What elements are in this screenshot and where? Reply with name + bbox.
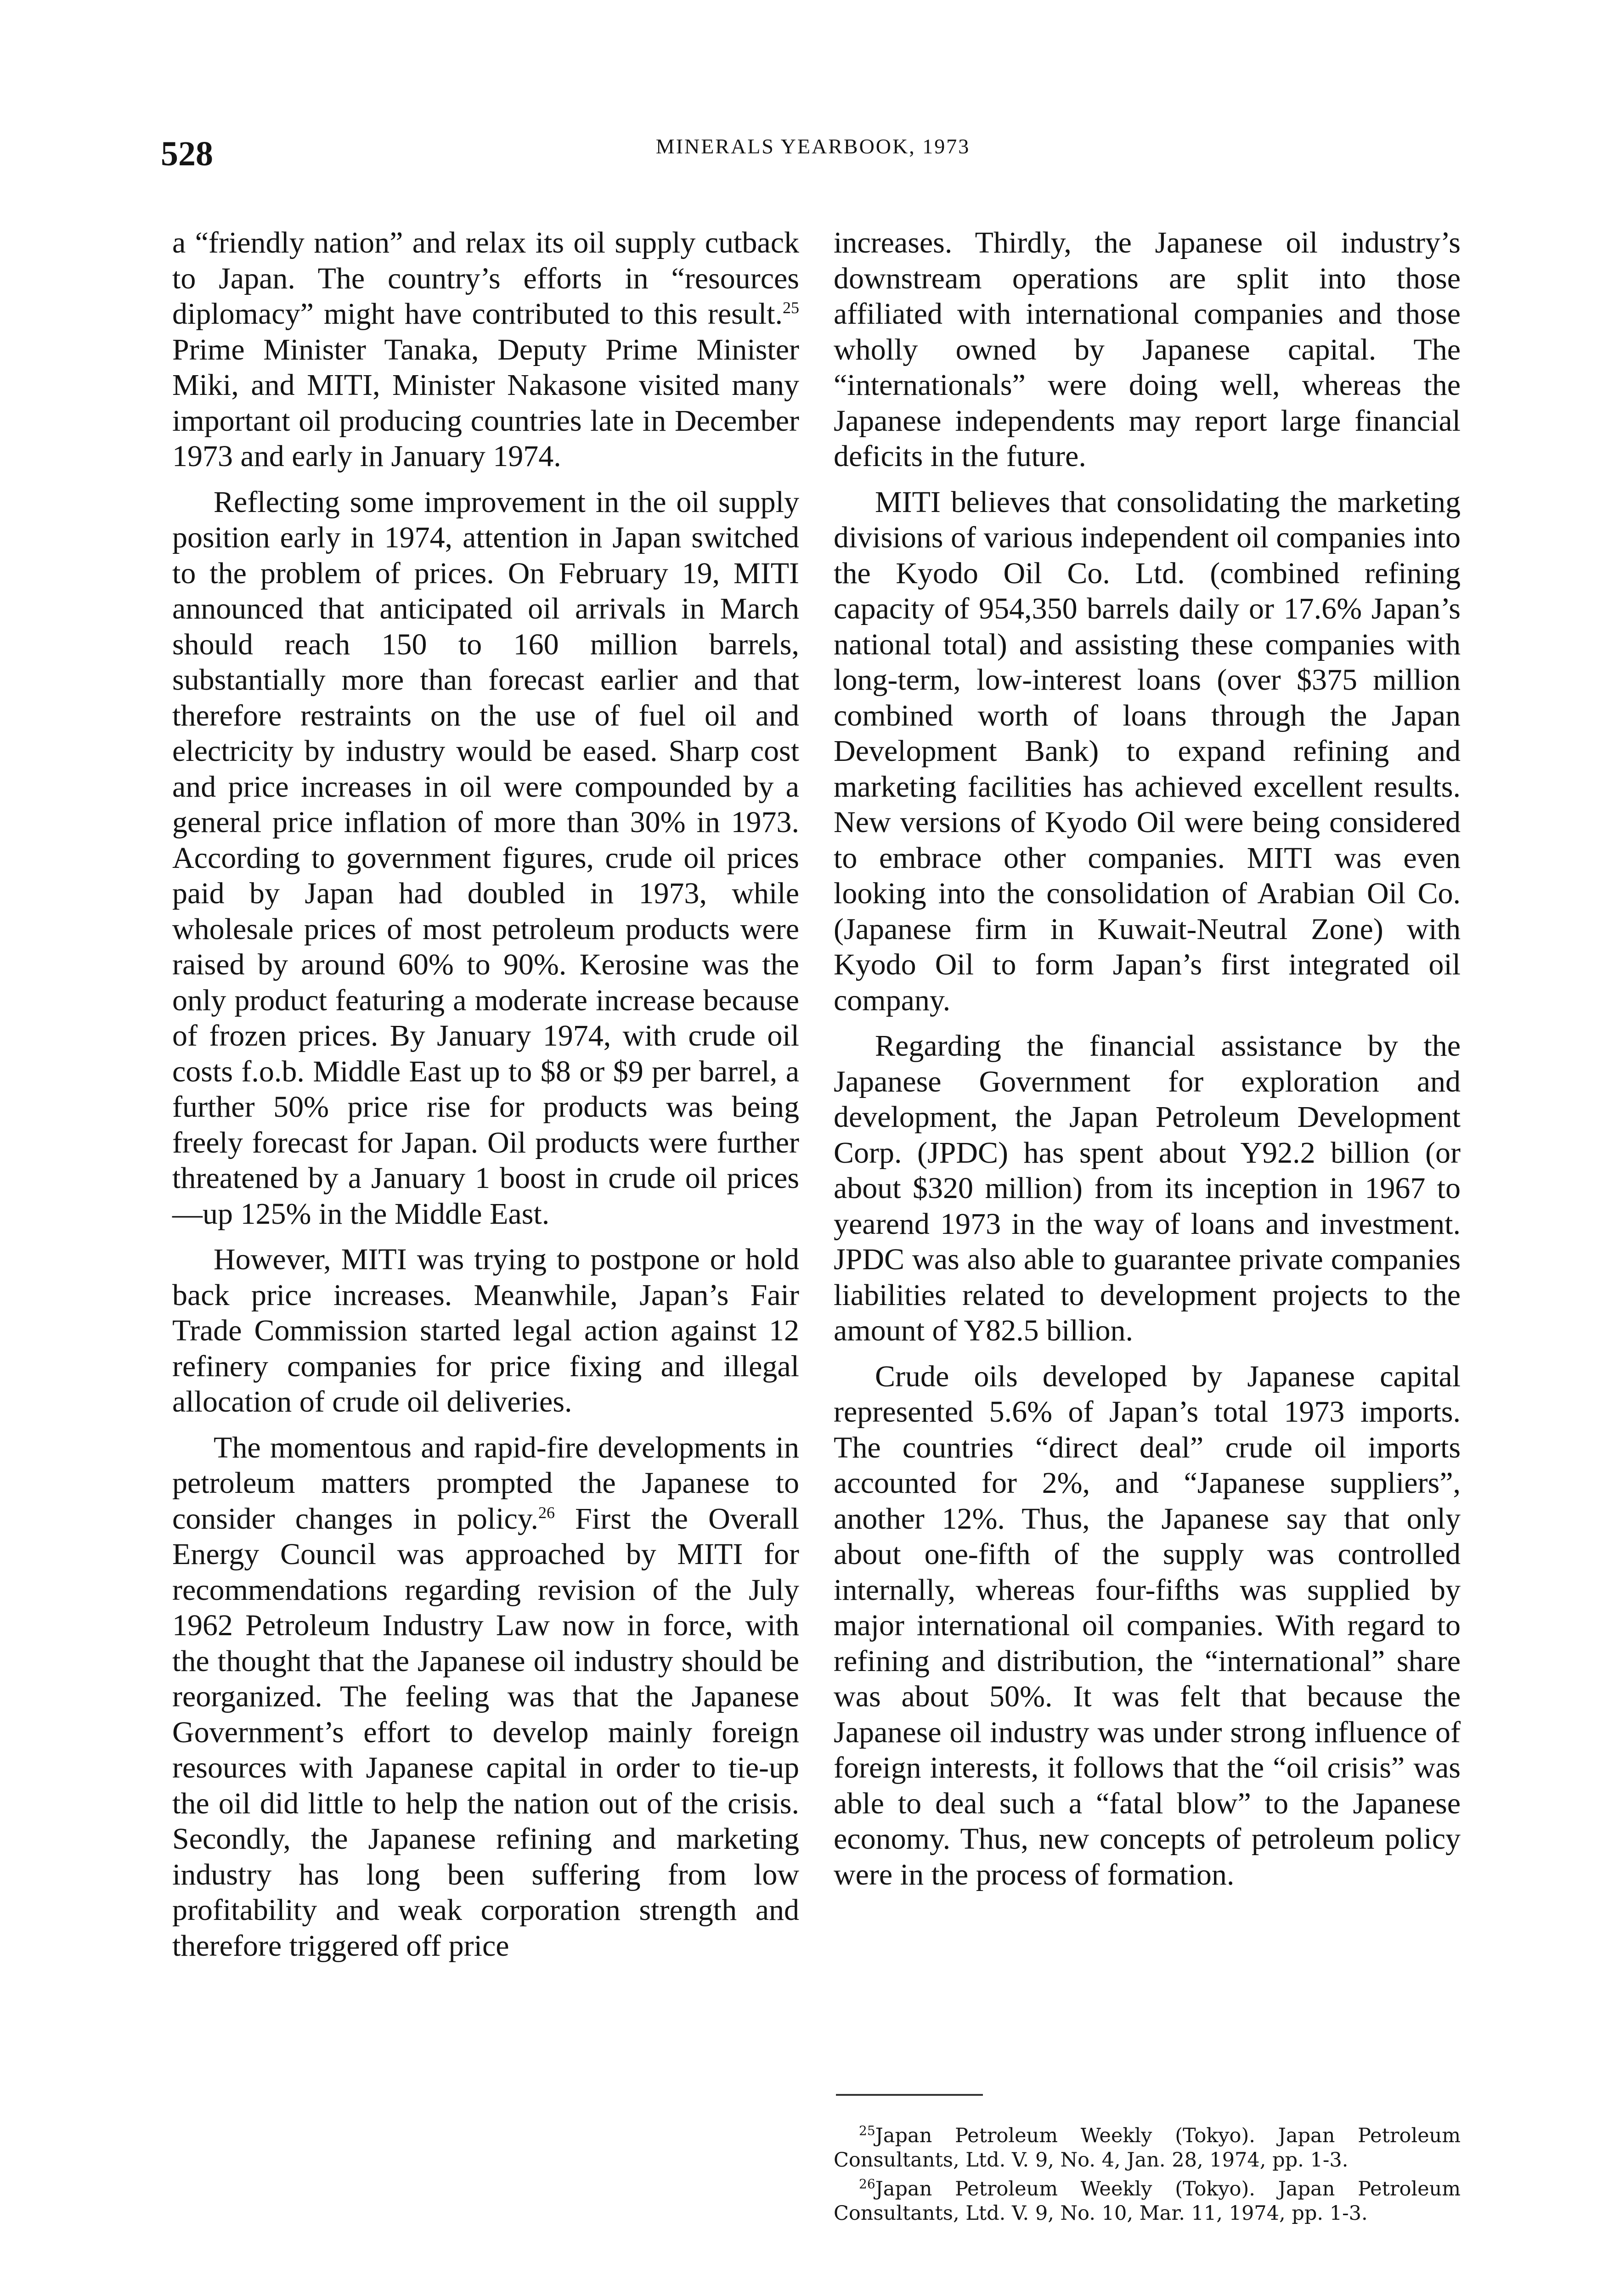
right-paragraph-3: Regarding the financial assistance by the Japanese Government for exploration and development, the Japan Petroleum Development Corp. (JPDC) has spent about Y92.2 billion (or about $320 million) from its inception in 1967 to yearend 1973 in the way of loans and investment. JPDC was also able to guarantee private companies liabilities related to development projects to the amount of Y82.5 billion.	[834, 1029, 1461, 1347]
paragraph-text: The momentous and rapid-fire developments in petroleum matters prompted the Japanese to consider changes in policy.	[172, 1430, 799, 1536]
paragraph-text: First the Overall Energy Council was approached by MITI for recommendations regarding revision of the July 1962 Petroleum Industry Law now in force, with the thought that the Japanese oil industry should be reorganized. The feeling was that the Japanese Government’s effort to develop mainly foreign resources with Japanese capital in order to tie-up the oil did little to help the nation out of the crisis. Secondly, the Japanese refining and marketing industry has long been suffering from low profitability and weak corporation strength and therefore triggered off price	[172, 1502, 799, 1963]
left-paragraph-1	[172, 225, 799, 474]
left-paragraph-3: However, MITI was trying to postpone or hold back price increases. Meanwhile, Japan’s Fair Trade Commission started legal action against 12 refinery companies for price fixing and illegal allocation of crude oil deliveries.	[172, 1243, 799, 1418]
right-paragraph-4: Crude oils developed by Japanese capital represented 5.6% of Japan’s total 1973 imports. The countries “direct deal” crude oil imports accounted for 2%, and “Japanese suppliers”, another 12%. Thus, the Japanese say that only about one-fifth of the supply was controlled internally, whereas four-fifths was supplied by major international oil companies. With regard to refining and distribution, the “international” share was about 50%. It was felt that because the Japanese oil industry was under strong influence of foreign interests, it follows that the “oil crisis” was able to deal such a “fatal blow” to the Japanese economy. Thus, new concepts of petroleum policy were in the process of formation.	[834, 1359, 1461, 1891]
footnote-26	[834, 2177, 1461, 2226]
footnote-text: Japan Petroleum Weekly (Tokyo). Japan Petroleum Consultants, Ltd. V. 9, No. 10, Mar. 11, 1974, pp. 1-3.	[834, 2178, 1461, 2225]
footnote-marker: 26	[859, 2176, 875, 2192]
left-column	[172, 225, 799, 1964]
footnote-25	[834, 2124, 1461, 2172]
footnote-ref-25[interactable]: 25	[783, 298, 799, 317]
left-paragraph-4	[172, 1430, 799, 1964]
footnote-ref-26[interactable]: 26	[538, 1503, 555, 1522]
running-head: MINERALS YEARBOOK, 1973	[655, 135, 971, 158]
footnote-text: Japan Petroleum Weekly (Tokyo). Japan Petroleum Consultants, Ltd. V. 9, No. 4, Jan. 28, 1974, pp. 1-3.	[834, 2124, 1461, 2172]
footnote-marker: 25	[859, 2123, 875, 2138]
paragraph-text: a “friendly nation” and relax its oil supply cutback to Japan. The country’s efforts in “resources diplomacy” might have contributed to this result.	[172, 226, 799, 331]
page-number: 528	[161, 135, 213, 173]
left-paragraph-2: Reflecting some improvement in the oil supply position early in 1974, attention in Japan switched to the problem of prices. On February 19, MITI announced that anticipated oil arrivals in March should reach 150 to 160 million barrels, substantially more than forecast earlier and that therefore restraints on the use of fuel oil and electricity by industry would be eased. Sharp cost and price increases in oil were compounded by a general price inflation of more than 30% in 1973. According to government figures, crude oil prices paid by Japan had doubled in 1973, while wholesale prices of most petroleum products were raised by around 60% to 90%. Kerosine was the only product featuring a moderate increase because of frozen prices. By January 1974, with crude oil costs f.o.b. Middle East up to $8 or $9 per barrel, a further 50% price rise for products was being freely forecast for Japan. Oil products were further threatened by a January 1 boost in crude oil prices—up 125% in the Middle East.	[172, 485, 799, 1231]
right-paragraph-1: increases. Thirdly, the Japanese oil industry’s downstream operations are split into those affiliated with international companies and those wholly owned by Japanese capital. The “internationals” were doing well, whereas the Japanese independents may report large financial deficits in the future.	[834, 226, 1461, 473]
right-paragraph-2: MITI believes that consolidating the marketing divisions of various independent oil companies into the Kyodo Oil Co. Ltd. (combined refining capacity of 954,350 barrels daily or 17.6% Japan’s national total) and assisting these companies with long-term, low-interest loans (over $375 million combined worth of loans through the Japan Development Bank) to expand refining and marketing facilities has achieved excellent results. New versions of Kyodo Oil were being considered to embrace other companies. MITI was even looking into the consolidation of Arabian Oil Co. (Japanese firm in Kuwait-Neutral Zone) with Kyodo Oil to form Japan’s first integrated oil company.	[834, 485, 1461, 1017]
footnote-divider	[836, 2094, 983, 2096]
right-column	[834, 225, 1461, 1892]
footnotes	[834, 2124, 1461, 2230]
paragraph-text: Prime Minister Tanaka, Deputy Prime Minister Miki, and MITI, Minister Nakasone visited many important oil producing countries late in December 1973 and early in January 1974.	[172, 332, 799, 473]
